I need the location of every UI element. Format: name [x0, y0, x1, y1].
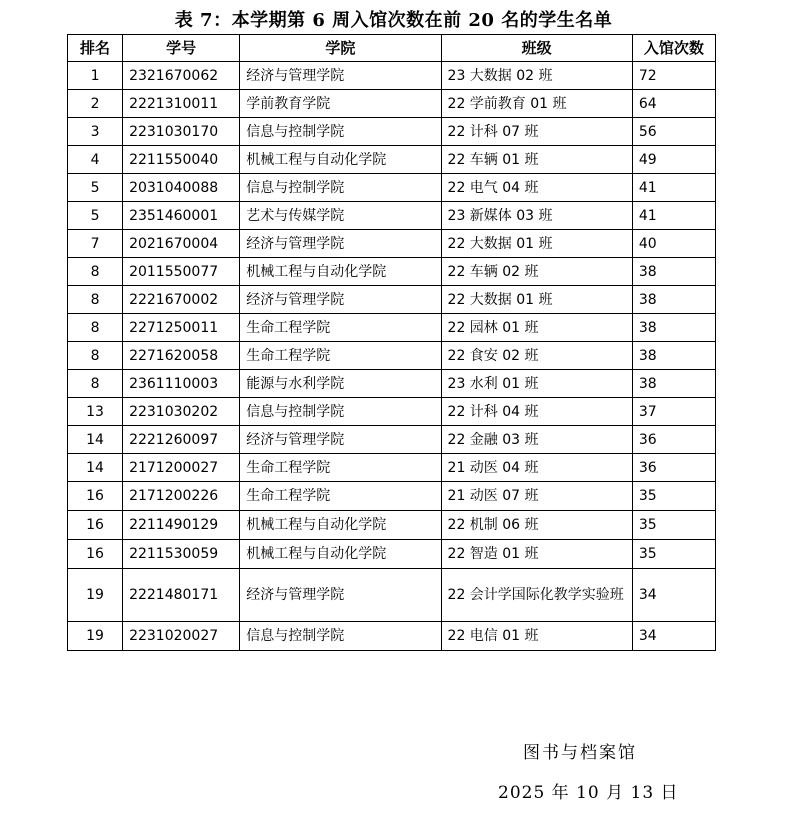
- cell-college: 生命工程学院: [240, 314, 441, 342]
- cell-college: 经济与管理学院: [240, 426, 441, 454]
- table-row: [68, 90, 716, 118]
- cell-rank: 3: [68, 118, 123, 146]
- cell-class: 23 水利 01 班: [441, 370, 632, 398]
- cell-class: 23 大数据 02 班: [441, 62, 632, 90]
- cell-student-id: 2351460001: [123, 202, 240, 230]
- cell-rank: 2: [68, 90, 123, 118]
- header-visits: 入馆次数: [632, 35, 715, 62]
- cell-visits: 41: [632, 202, 715, 230]
- cell-class: 22 计科 07 班: [441, 118, 632, 146]
- cell-college: 生命工程学院: [240, 482, 441, 511]
- header-college: 学院: [240, 35, 441, 62]
- cell-student-id: 2271250011: [123, 314, 240, 342]
- cell-college: 学前教育学院: [240, 90, 441, 118]
- cell-rank: 5: [68, 202, 123, 230]
- cell-rank: 8: [68, 286, 123, 314]
- cell-rank: 13: [68, 398, 123, 426]
- cell-college: 经济与管理学院: [240, 569, 441, 622]
- cell-visits: 36: [632, 426, 715, 454]
- cell-visits: 35: [632, 540, 715, 569]
- cell-rank: 5: [68, 174, 123, 202]
- cell-rank: 16: [68, 511, 123, 540]
- cell-college: 信息与控制学院: [240, 174, 441, 202]
- cell-student-id: 2011550077: [123, 258, 240, 286]
- cell-college: 经济与管理学院: [240, 286, 441, 314]
- table-row: [68, 569, 716, 622]
- cell-class: 22 计科 04 班: [441, 398, 632, 426]
- cell-visits: 34: [632, 569, 715, 622]
- cell-college: 经济与管理学院: [240, 230, 441, 258]
- cell-visits: 38: [632, 314, 715, 342]
- cell-visits: 49: [632, 146, 715, 174]
- cell-class: 22 车辆 02 班: [441, 258, 632, 286]
- cell-class: 22 大数据 01 班: [441, 230, 632, 258]
- cell-college: 机械工程与自动化学院: [240, 540, 441, 569]
- cell-visits: 37: [632, 398, 715, 426]
- table-row: [68, 342, 716, 370]
- cell-rank: 16: [68, 540, 123, 569]
- cell-college: 经济与管理学院: [240, 62, 441, 90]
- issuing-organization: 图书与档案馆: [523, 743, 637, 763]
- table-row: [68, 230, 716, 258]
- cell-visits: 40: [632, 230, 715, 258]
- header-class: 班级: [441, 35, 632, 62]
- document-title: 表 7：本学期第 6 周入馆次数在前 20 名的学生名单: [174, 10, 613, 31]
- cell-class: 21 动医 07 班: [441, 482, 632, 511]
- cell-rank: 8: [68, 314, 123, 342]
- cell-class: 22 机制 06 班: [441, 511, 632, 540]
- cell-college: 能源与水利学院: [240, 370, 441, 398]
- cell-visits: 38: [632, 258, 715, 286]
- header-student-id: 学号: [123, 35, 240, 62]
- cell-visits: 34: [632, 622, 715, 651]
- cell-visits: 72: [632, 62, 715, 90]
- cell-student-id: 2361110003: [123, 370, 240, 398]
- issue-date: 2025 年 10 月 13 日: [498, 783, 679, 803]
- table-row: [68, 454, 716, 482]
- cell-rank: 14: [68, 426, 123, 454]
- table-row: [68, 482, 716, 511]
- cell-student-id: 2031040088: [123, 174, 240, 202]
- cell-visits: 38: [632, 370, 715, 398]
- cell-student-id: 2271620058: [123, 342, 240, 370]
- cell-college: 生命工程学院: [240, 342, 441, 370]
- table-row: [68, 62, 716, 90]
- cell-student-id: 2021670004: [123, 230, 240, 258]
- cell-class: 22 学前教育 01 班: [441, 90, 632, 118]
- cell-class: 22 电信 01 班: [441, 622, 632, 651]
- table-row: [68, 118, 716, 146]
- cell-college: 艺术与传媒学院: [240, 202, 441, 230]
- cell-class: 23 新媒体 03 班: [441, 202, 632, 230]
- table-row: [68, 174, 716, 202]
- cell-visits: 56: [632, 118, 715, 146]
- table-row: [68, 286, 716, 314]
- table-row: [68, 398, 716, 426]
- table-row: [68, 202, 716, 230]
- table-row: [68, 258, 716, 286]
- cell-class: 22 金融 03 班: [441, 426, 632, 454]
- cell-student-id: 2211530059: [123, 540, 240, 569]
- cell-visits: 41: [632, 174, 715, 202]
- cell-college: 生命工程学院: [240, 454, 441, 482]
- table-row: [68, 426, 716, 454]
- cell-student-id: 2231020027: [123, 622, 240, 651]
- cell-class: 22 园林 01 班: [441, 314, 632, 342]
- cell-visits: 38: [632, 342, 715, 370]
- cell-visits: 35: [632, 511, 715, 540]
- cell-student-id: 2231030202: [123, 398, 240, 426]
- cell-student-id: 2231030170: [123, 118, 240, 146]
- cell-class: 22 电气 04 班: [441, 174, 632, 202]
- cell-rank: 19: [68, 622, 123, 651]
- cell-college: 信息与控制学院: [240, 118, 441, 146]
- cell-class: 22 车辆 01 班: [441, 146, 632, 174]
- cell-rank: 7: [68, 230, 123, 258]
- student-ranking-table: [67, 34, 716, 651]
- cell-student-id: 2171200226: [123, 482, 240, 511]
- table-row: [68, 370, 716, 398]
- table-row: [68, 622, 716, 651]
- cell-student-id: 2171200027: [123, 454, 240, 482]
- cell-student-id: 2221670002: [123, 286, 240, 314]
- cell-student-id: 2221260097: [123, 426, 240, 454]
- cell-rank: 14: [68, 454, 123, 482]
- table-row: [68, 511, 716, 540]
- cell-rank: 19: [68, 569, 123, 622]
- cell-class: 22 智造 01 班: [441, 540, 632, 569]
- cell-college: 信息与控制学院: [240, 398, 441, 426]
- cell-rank: 16: [68, 482, 123, 511]
- cell-college: 机械工程与自动化学院: [240, 258, 441, 286]
- cell-class: 22 食安 02 班: [441, 342, 632, 370]
- cell-rank: 8: [68, 342, 123, 370]
- cell-rank: 8: [68, 258, 123, 286]
- cell-college: 机械工程与自动化学院: [240, 146, 441, 174]
- cell-rank: 4: [68, 146, 123, 174]
- cell-rank: 1: [68, 62, 123, 90]
- table-header-row: [68, 35, 716, 62]
- cell-visits: 64: [632, 90, 715, 118]
- cell-student-id: 2211550040: [123, 146, 240, 174]
- table-row: [68, 146, 716, 174]
- cell-class: 22 大数据 01 班: [441, 286, 632, 314]
- header-rank: 排名: [68, 35, 123, 62]
- cell-visits: 35: [632, 482, 715, 511]
- cell-student-id: 2211490129: [123, 511, 240, 540]
- cell-student-id: 2321670062: [123, 62, 240, 90]
- cell-student-id: 2221310011: [123, 90, 240, 118]
- cell-class: 22 会计学国际化教学实验班: [441, 569, 632, 622]
- table-row: [68, 540, 716, 569]
- cell-visits: 38: [632, 286, 715, 314]
- cell-college: 机械工程与自动化学院: [240, 511, 441, 540]
- table-row: [68, 314, 716, 342]
- cell-visits: 36: [632, 454, 715, 482]
- cell-college: 信息与控制学院: [240, 622, 441, 651]
- cell-class: 21 动医 04 班: [441, 454, 632, 482]
- cell-student-id: 2221480171: [123, 569, 240, 622]
- cell-rank: 8: [68, 370, 123, 398]
